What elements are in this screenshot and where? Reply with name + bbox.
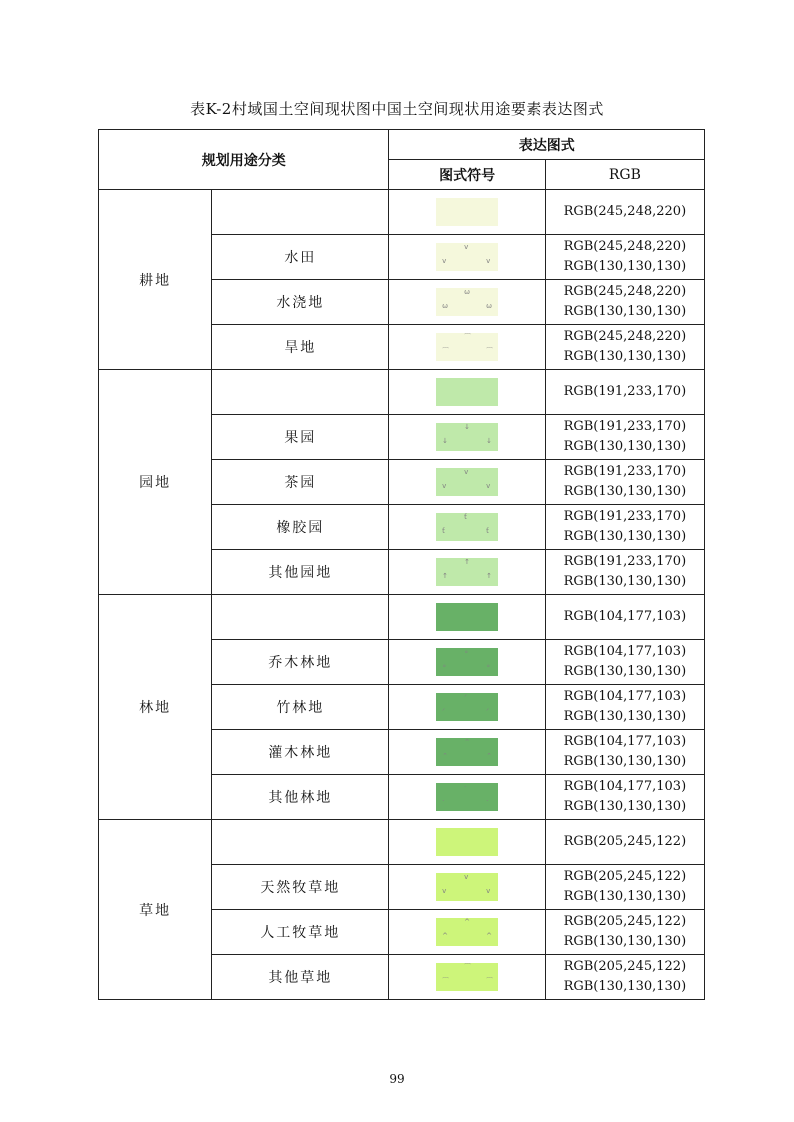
color-swatch — [436, 738, 498, 766]
color-swatch — [436, 378, 498, 406]
symbol-cell — [389, 550, 545, 595]
pattern-mark-icon: · — [464, 783, 467, 791]
pattern-mark-icon: ↑ — [442, 572, 448, 580]
pattern-mark-icon: ⌒ — [486, 977, 494, 985]
pattern-mark-icon: ∘ — [464, 648, 469, 656]
rgb-fill-value: RGB(104,177,103) — [563, 644, 687, 659]
rgb-cell — [545, 460, 704, 505]
color-swatch — [436, 198, 498, 226]
color-swatch — [436, 288, 498, 316]
color-swatch — [436, 873, 498, 901]
pattern-mark-icon: ᐟ — [464, 693, 468, 701]
rgb-fill-value: RGB(191,233,170) — [563, 464, 687, 479]
rgb-fill-value: RGB(191,233,170) — [563, 419, 687, 434]
rgb-pattern-value: RGB(130,130,130) — [563, 979, 687, 994]
rgb-pattern-value: RGB(130,130,130) — [563, 259, 687, 274]
rgb-cell — [545, 550, 704, 595]
subcategory-cell: 水田 — [212, 235, 389, 280]
table-row — [99, 190, 705, 235]
rgb-cell — [545, 820, 704, 865]
category-cell: 园地 — [99, 370, 212, 595]
rgb-fill-value: RGB(191,233,170) — [563, 509, 687, 524]
symbol-cell — [389, 640, 545, 685]
rgb-pattern-value: RGB(130,130,130) — [563, 889, 687, 904]
rgb-fill-value: RGB(245,248,220) — [563, 239, 687, 254]
subcategory-cell: 其他林地 — [212, 775, 389, 820]
color-swatch — [436, 423, 498, 451]
symbol-cell — [389, 910, 545, 955]
rgb-fill-value: RGB(191,233,170) — [563, 384, 687, 399]
subcategory-cell: 其他草地 — [212, 955, 389, 1000]
pattern-mark-icon: ω — [464, 288, 470, 296]
symbol-cell — [389, 820, 545, 865]
symbol-cell — [389, 190, 545, 235]
color-swatch — [436, 783, 498, 811]
subcategory-cell — [212, 595, 389, 640]
rgb-pattern-value: RGB(130,130,130) — [563, 754, 687, 769]
rgb-fill-value: RGB(245,248,220) — [563, 329, 687, 344]
symbol-cell — [389, 370, 545, 415]
subcategory-cell: 水浇地 — [212, 280, 389, 325]
symbol-cell — [389, 685, 545, 730]
rgb-cell — [545, 415, 704, 460]
rgb-fill-value: RGB(205,245,122) — [563, 914, 687, 929]
table-row — [99, 370, 705, 415]
subcategory-cell: 灌木林地 — [212, 730, 389, 775]
rgb-cell — [545, 235, 704, 280]
rgb-fill-value: RGB(245,248,220) — [563, 284, 687, 299]
rgb-cell — [545, 955, 704, 1000]
pattern-mark-icon: ∘ — [442, 662, 447, 670]
pattern-mark-icon: v — [464, 243, 469, 251]
table-row — [99, 820, 705, 865]
category-cell: 林地 — [99, 595, 212, 820]
rgb-fill-value: RGB(104,177,103) — [563, 609, 687, 624]
rgb-fill-value: RGB(191,233,170) — [563, 554, 687, 569]
subcategory-cell: 其他园地 — [212, 550, 389, 595]
rgb-fill-value: RGB(205,245,122) — [563, 959, 687, 974]
legend-table — [98, 129, 705, 1000]
rgb-pattern-value: RGB(130,130,130) — [563, 304, 687, 319]
header-category: 规划用途分类 — [99, 130, 389, 190]
rgb-pattern-value: RGB(130,130,130) — [563, 529, 687, 544]
color-swatch — [436, 468, 498, 496]
pattern-mark-icon: ⌒ — [464, 963, 472, 971]
rgb-cell — [545, 325, 704, 370]
color-swatch — [436, 243, 498, 271]
rgb-fill-value: RGB(205,245,122) — [563, 869, 687, 884]
pattern-mark-icon: v — [464, 468, 469, 476]
rgb-cell — [545, 595, 704, 640]
subcategory-cell: 乔木林地 — [212, 640, 389, 685]
subcategory-cell: 橡胶园 — [212, 505, 389, 550]
symbol-cell — [389, 280, 545, 325]
pattern-mark-icon: ⌃ — [464, 738, 470, 746]
pattern-mark-icon: · — [442, 797, 445, 805]
color-swatch — [436, 333, 498, 361]
table-title: 表K-2村域国土空间现状图中国土空间现状用途要素表达图式 — [190, 100, 604, 118]
pattern-mark-icon: ^ — [442, 932, 448, 940]
pattern-mark-icon: ↓ — [486, 437, 492, 445]
pattern-mark-icon: v — [486, 482, 491, 490]
color-swatch — [436, 513, 498, 541]
pattern-mark-icon: v — [442, 887, 447, 895]
symbol-cell — [389, 235, 545, 280]
rgb-cell — [545, 190, 704, 235]
pattern-mark-icon: v — [442, 482, 447, 490]
page-number: 99 — [389, 1072, 405, 1086]
symbol-cell — [389, 730, 545, 775]
pattern-mark-icon: ⌃ — [486, 752, 492, 760]
color-swatch — [436, 963, 498, 991]
rgb-cell — [545, 640, 704, 685]
subcategory-cell — [212, 370, 389, 415]
pattern-mark-icon: · — [486, 797, 489, 805]
rgb-pattern-value: RGB(130,130,130) — [563, 484, 687, 499]
symbol-cell — [389, 325, 545, 370]
pattern-mark-icon: ᐟ — [442, 707, 446, 715]
pattern-mark-icon: v — [486, 887, 491, 895]
rgb-cell — [545, 685, 704, 730]
pattern-mark-icon: ƭ — [486, 527, 489, 535]
color-swatch — [436, 918, 498, 946]
pattern-mark-icon: v — [442, 257, 447, 265]
subcategory-cell: 竹林地 — [212, 685, 389, 730]
color-swatch — [436, 648, 498, 676]
pattern-mark-icon: ^ — [486, 932, 492, 940]
subcategory-cell: 天然牧草地 — [212, 865, 389, 910]
pattern-mark-icon: ƭ — [464, 513, 467, 521]
pattern-mark-icon: ∘ — [486, 662, 491, 670]
rgb-fill-value: RGB(104,177,103) — [563, 734, 687, 749]
rgb-cell — [545, 730, 704, 775]
symbol-cell — [389, 460, 545, 505]
rgb-pattern-value: RGB(130,130,130) — [563, 709, 687, 724]
pattern-mark-icon: ⌃ — [442, 752, 448, 760]
rgb-fill-value: RGB(245,248,220) — [563, 204, 687, 219]
rgb-cell — [545, 910, 704, 955]
rgb-fill-value: RGB(104,177,103) — [563, 779, 687, 794]
pattern-mark-icon: ⌒ — [464, 333, 472, 341]
subcategory-cell — [212, 820, 389, 865]
color-swatch — [436, 603, 498, 631]
category-cell: 耕地 — [99, 190, 212, 370]
rgb-cell — [545, 775, 704, 820]
header-expression: 表达图式 — [389, 130, 705, 160]
rgb-pattern-value: RGB(130,130,130) — [563, 799, 687, 814]
color-swatch — [436, 693, 498, 721]
pattern-mark-icon: ↑ — [486, 572, 492, 580]
pattern-mark-icon: ω — [486, 302, 492, 310]
rgb-cell — [545, 865, 704, 910]
rgb-cell — [545, 505, 704, 550]
subcategory-cell — [212, 190, 389, 235]
rgb-fill-value: RGB(104,177,103) — [563, 689, 687, 704]
rgb-fill-value: RGB(205,245,122) — [563, 834, 687, 849]
pattern-mark-icon: v — [486, 257, 491, 265]
subcategory-cell: 果园 — [212, 415, 389, 460]
pattern-mark-icon: ^ — [464, 918, 470, 926]
pattern-mark-icon: ⌒ — [442, 977, 450, 985]
color-swatch — [436, 558, 498, 586]
category-cell: 草地 — [99, 820, 212, 1000]
pattern-mark-icon: ᐟ — [486, 707, 490, 715]
pattern-mark-icon: ↓ — [442, 437, 448, 445]
symbol-cell — [389, 865, 545, 910]
table-row — [99, 595, 705, 640]
header-rgb: RGB — [545, 160, 704, 190]
color-swatch — [436, 828, 498, 856]
rgb-cell — [545, 370, 704, 415]
header-symbol: 图式符号 — [389, 160, 545, 190]
pattern-mark-icon: ω — [442, 302, 448, 310]
pattern-mark-icon: v — [464, 873, 469, 881]
legend-body — [99, 190, 705, 1000]
subcategory-cell: 人工牧草地 — [212, 910, 389, 955]
subcategory-cell: 旱地 — [212, 325, 389, 370]
pattern-mark-icon: ⌒ — [442, 347, 450, 355]
pattern-mark-icon: ↓ — [464, 423, 470, 431]
symbol-cell — [389, 775, 545, 820]
rgb-pattern-value: RGB(130,130,130) — [563, 574, 687, 589]
symbol-cell — [389, 415, 545, 460]
subcategory-cell: 茶园 — [212, 460, 389, 505]
symbol-cell — [389, 955, 545, 1000]
rgb-cell — [545, 280, 704, 325]
rgb-pattern-value: RGB(130,130,130) — [563, 439, 687, 454]
pattern-mark-icon: ƭ — [442, 527, 445, 535]
symbol-cell — [389, 505, 545, 550]
pattern-mark-icon: ↑ — [464, 558, 470, 566]
rgb-pattern-value: RGB(130,130,130) — [563, 664, 687, 679]
pattern-mark-icon: ⌒ — [486, 347, 494, 355]
symbol-cell — [389, 595, 545, 640]
rgb-pattern-value: RGB(130,130,130) — [563, 934, 687, 949]
rgb-pattern-value: RGB(130,130,130) — [563, 349, 687, 364]
